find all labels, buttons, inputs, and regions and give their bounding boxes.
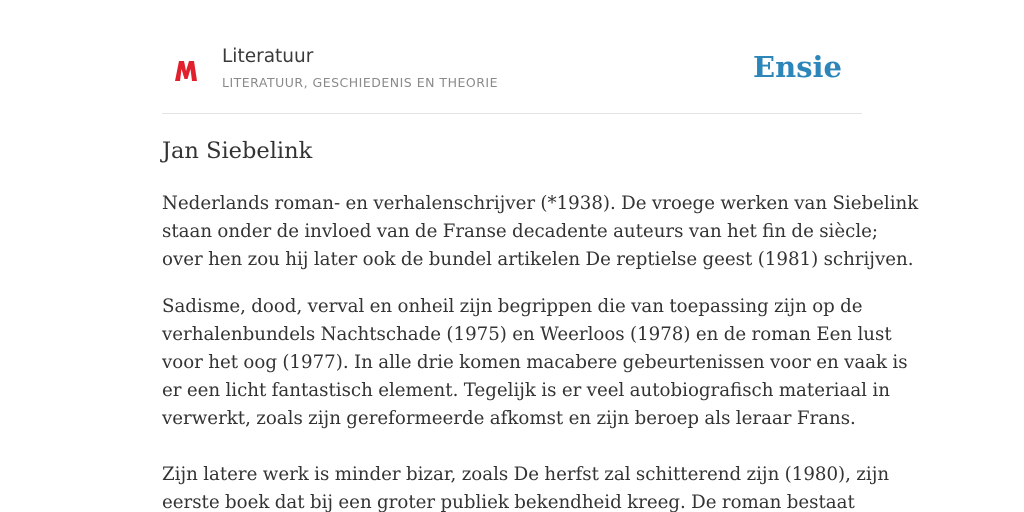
paragraph-line: Zijn latere werk is minder bizar, zoals De herfst zal schitterend zijn (1980), zijn [162,464,890,485]
article-paragraph [162,461,890,512]
article-paragraph [162,190,919,274]
paragraph-line: er een licht fantastisch element. Tegelijk is er veel autobiografisch materiaal in [162,380,890,401]
m-logo-icon[interactable] [173,56,199,84]
article-paragraph [162,293,908,433]
site-header [162,0,862,114]
paragraph-line: voor het oog (1977). In alle drie komen macabere gebeurtenissen voor en vaak is [162,352,908,373]
paragraph-line: over hen zou hij later ook de bundel artikelen De reptielse geest (1981) schrijven. [162,249,914,270]
paragraph-line: Sadisme, dood, verval en onheil zijn begrippen die van toepassing zijn op de [162,296,863,317]
ensie-brand-logo[interactable]: Ensie [753,50,842,84]
paragraph-line: eerste boek dat bij een groter publiek bekendheid kreeg. De roman bestaat [162,492,855,512]
article-title: Jan Siebelink [162,138,313,164]
paragraph-line: verhalenbundels Nachtschade (1975) en Weerloos (1978) en de roman Een lust [162,324,892,345]
paragraph-line: Nederlands roman- en verhalenschrijver (*1938). De vroege werken van Siebelink [162,193,919,214]
site-title[interactable]: Literatuur [222,46,314,67]
site-subtitle: LITERATUUR, GESCHIEDENIS EN THEORIE [222,75,498,90]
paragraph-line: verwerkt, zoals zijn gereformeerde afkomst en zijn beroep als leraar Frans. [162,408,856,429]
page-container [162,0,919,512]
paragraph-line: staan onder de invloed van de Franse decadente auteurs van het fin de siècle; [162,221,879,242]
